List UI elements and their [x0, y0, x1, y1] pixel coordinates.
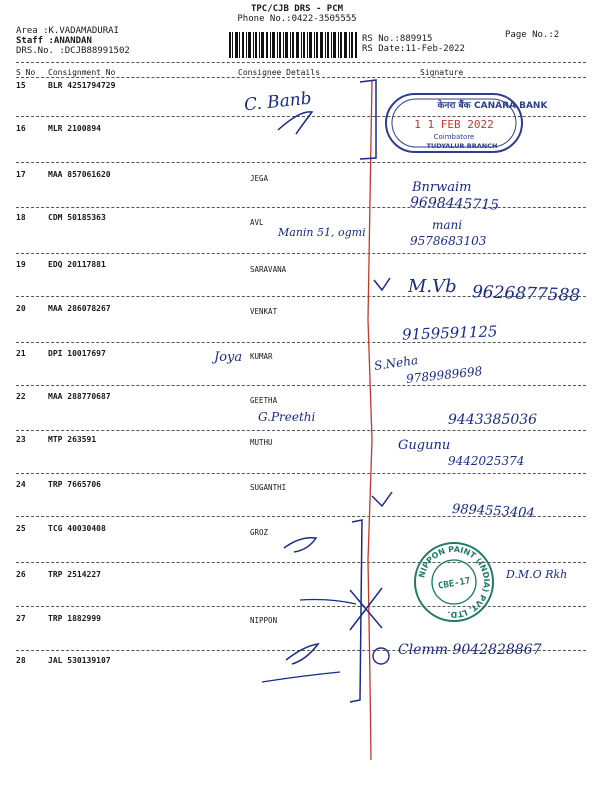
handwriting-r20-phone: 9159591125: [401, 322, 498, 344]
handwriting-r26-signature: D.M.O Rkh: [506, 568, 568, 581]
handwriting-r17-phone: 9698445715: [409, 194, 500, 214]
nippon-ring-text: NIPPON PAINT (INDIA) PVT. LTD.: [417, 544, 492, 620]
tick-mark-25: [284, 538, 316, 552]
nippon-code-text: CBE-17: [437, 576, 472, 592]
phone-number: Phone No.:0422-3505555: [237, 14, 357, 24]
row-consignment: TRP 2514227: [48, 570, 101, 579]
row-sno: 28: [16, 656, 26, 665]
handwriting-r23-signature: Gugunu: [398, 438, 451, 453]
row-consignment: MAA 286078267: [48, 304, 111, 313]
row-consignment: JAL 530139107: [48, 656, 111, 665]
row-consignee-name: GROZ: [250, 528, 269, 537]
row-consignee-name: NIPPON: [250, 616, 278, 625]
curve-mark-28: [262, 672, 340, 682]
row-consignee-name: JEGA: [250, 174, 269, 183]
row-consignment: BLR 4251794729: [48, 81, 116, 90]
row-consignment: MLR 2100894: [48, 124, 101, 133]
drs-number: DRS.No. :DCJB88991502: [16, 46, 130, 56]
row-sno: 21: [16, 349, 26, 358]
handwriting-r28-signature: Clemm 9042828867: [398, 642, 542, 658]
arrow-mark: [300, 600, 356, 605]
handwriting-r19-phone: 9626877588: [471, 282, 581, 306]
row-consignment: MAA 288770687: [48, 392, 111, 401]
staff-label: Staff :ANANDAN: [16, 36, 92, 46]
row-consignee-name: AVL: [250, 218, 264, 227]
row-consignment: TRP 1882999: [48, 614, 101, 623]
row-consignee-name: KUMAR: [250, 352, 273, 361]
row-consignment: CDM 50185363: [48, 213, 106, 222]
row-sno: 20: [16, 304, 26, 313]
row-consignment: DPI 10017697: [48, 349, 106, 358]
sheet-title: TPC/CJB DRS - PCM: [250, 4, 344, 14]
handwriting-r21-left: Joya: [214, 350, 243, 365]
canara-lang-text: केनरा बैंक: [437, 101, 471, 111]
col-signature: Signature: [420, 68, 464, 77]
handwriting-r18-signature: mani: [432, 218, 463, 232]
row-sno: 17: [16, 170, 26, 179]
row-sno: 22: [16, 392, 26, 401]
bracket-rows-15-16: [360, 80, 376, 159]
handwriting-r22-left: G.Preethi: [258, 410, 316, 424]
tick-mark-16: [278, 112, 312, 134]
canara-city-text: Coimbatore: [433, 133, 475, 141]
bracket-rows-25-28: [350, 520, 362, 702]
row-consignment: TCG 40030408: [48, 524, 106, 533]
red-margin-line: [368, 80, 372, 760]
canara-bank-stamp: [384, 92, 548, 154]
row-consignee-name: GEETHA: [250, 396, 278, 405]
row-sno: 19: [16, 260, 26, 269]
row-sno: 27: [16, 614, 26, 623]
row-sno: 24: [16, 480, 26, 489]
tick-mark-24: [372, 492, 392, 506]
canara-date-text: 1 1 FEB 2022: [414, 118, 494, 131]
row-sno: 15: [16, 81, 26, 90]
rs-number: RS No.:889915: [362, 34, 433, 44]
row-sno: 23: [16, 435, 26, 444]
handwriting-r21-phone: 9789989698: [405, 364, 483, 386]
handwriting-r21-signature: S.Neha: [373, 352, 419, 374]
row-consignment: EDQ 20117881: [48, 260, 106, 269]
row-sno: 25: [16, 524, 26, 533]
handwriting-r18-note: Manin 51, ogmi: [278, 226, 366, 239]
handwriting-r15-signature: C. Banb: [243, 88, 313, 116]
row-sno: 16: [16, 124, 26, 133]
rs-date: RS Date:11-Feb-2022: [362, 44, 465, 54]
circled-mark: [373, 648, 389, 664]
area-label: Area :K.VADAMADURAI: [16, 26, 119, 36]
nippon-paint-stamp: [412, 540, 496, 624]
handwriting-r19-signature: M.Vb: [408, 276, 457, 297]
row-consignment: MTP 263591: [48, 435, 97, 444]
handwriting-r18-phone: 9578683103: [410, 234, 487, 248]
row-consignment: MAA 857061620: [48, 170, 111, 179]
row-sno: 18: [16, 213, 26, 222]
canara-branch-text: TUDYALUR BRANCH: [426, 142, 498, 150]
row-sno: 26: [16, 570, 26, 579]
col-consignment: Consignment No: [48, 68, 116, 77]
row-consignee-name: SUGANTHI: [250, 483, 287, 492]
col-sno: S No: [16, 68, 36, 77]
col-consignee: Consignee Details: [238, 68, 320, 77]
cross-mark: [350, 588, 382, 630]
handwriting-r17-signature: Bnrwaim: [412, 180, 472, 195]
handwriting-r23-phone: 9442025374: [448, 454, 525, 468]
page-number: Page No.:2: [505, 30, 560, 40]
tick-mark-27: [286, 644, 318, 664]
handwriting-r22-phone: 9443385036: [448, 412, 538, 428]
tick-mark-19: [374, 278, 390, 290]
row-consignment: TRP 7665706: [48, 480, 101, 489]
row-consignee-name: SARAVANA: [250, 265, 287, 274]
handwriting-r24-phone: 9894553404: [451, 501, 536, 522]
row-consignee-name: VENKAT: [250, 307, 278, 316]
canara-name-text: CANARA BANK: [474, 101, 548, 111]
row-consignee-name: MUTHU: [250, 438, 273, 447]
